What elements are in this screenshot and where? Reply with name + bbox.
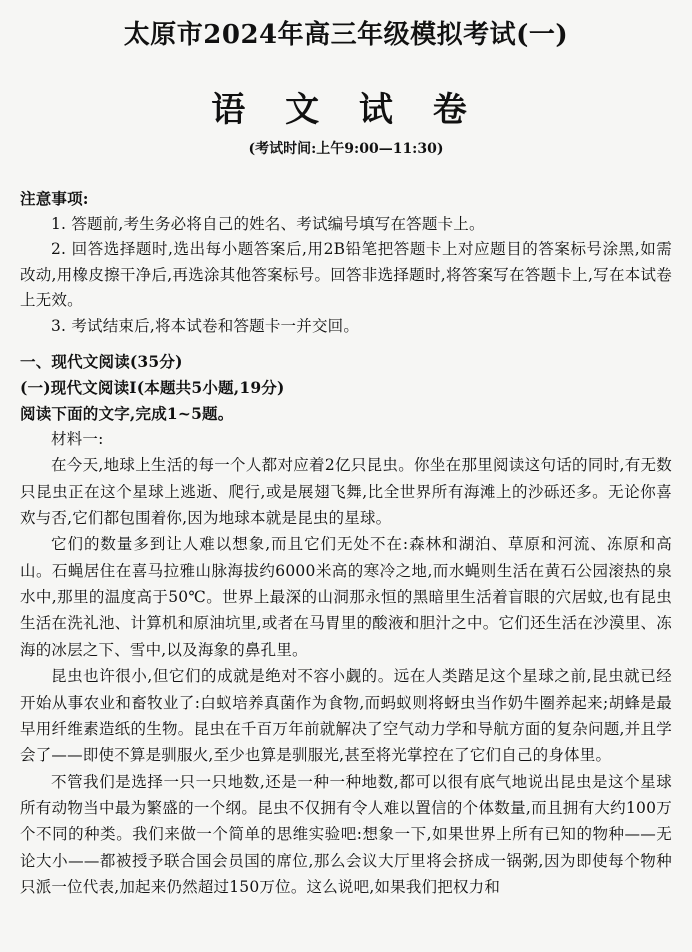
exam-title: 太原市2024年高三年级模拟考试(一) — [123, 20, 569, 50]
material-paragraph-4: 不管我们是选择一只一只地数,还是一种一种地数,都可以很有底气地说出昆虫是这个星球所有动物当中最为繁盛的一个纲。昆虫不仅拥有令人难以置信的个体数量,而且拥有大约100万个不同的种类。我们来做一个简单的思维实验吧:想象一下,如果世界上所有已知的物种——无论大小——都被授予联合国会员国的席位,那么会议大厅里将会挤成一锅粥,因为即使每个物种只派一位代表,加起来仍然超过150万位。这么说吧,如果我们把权力和 — [20, 772, 672, 896]
material-paragraph-2: 它们的数量多到让人难以想象,而且它们无处不在:森林和湖泊、草原和河流、冻原和高山。石蝇居住在喜马拉雅山脉海拔约6000米高的寒冷之地,而水蝇则生活在黄石公园滚热的泉水中,那里的温度高于50℃。世界上最深的山洞那永恒的黑暗里生活着盲眼的穴居蚊,也有昆虫生活在洗礼池、计算机和原油坑里,或者在马胃里的酸液和胆汁之中。它们还生活在沙漠里、冻海的冰层之下、雪中,以及海象的鼻孔里。 — [20, 535, 672, 659]
section-subtitle: (一)现代文阅读Ⅰ(本题共5小题,19分) — [20, 377, 285, 397]
exam-body — [20, 186, 672, 900]
material-paragraph-3: 昆虫也许很小,但它们的成就是绝对不容小觑的。远在人类踏足这个星球之前,昆虫就已经开始从事农业和畜牧业了:白蚁培养真菌作为食物,而蚂蚁则将蚜虫当作奶牛圈养起来;胡蜂是最早用纤维素造纸的生物。昆虫在千百万年前就解决了空气动力学和导航方面的复杂问题,并且学会了——即使不算是驯服火,至少也算是驯服光,甚至将光掌控在了它们自己的身体里。 — [20, 667, 672, 765]
notice-item-3: 3. 考试结束后,将本试卷和答题卡一并交回。 — [51, 316, 360, 335]
notice-item-2: 2. 回答选择题时,选出每小题答案后,用2B铅笔把答题卡上对应题目的答案标号涂黑,如需改动,用橡皮擦干净后,再选涂其他答案标号。回答非选择题时,将答案写在答题卡上,写在本试卷上无效。 — [20, 240, 672, 310]
notice-heading: 注意事项: — [20, 189, 89, 208]
material-paragraph-1: 在今天,地球上生活的每一个人都对应着2亿只昆虫。你坐在那里阅读这句话的同时,有无数只昆虫正在这个星球上逃逝、爬行,或是展翅飞舞,比全世界所有海滩上的沙砾还多。无论你喜欢与否,它们都包围着你,因为地球本就是昆虫的星球。 — [20, 456, 672, 528]
notice-item-1: 1. 答题前,考生务必将自己的姓名、考试编号填写在答题卡上。 — [51, 214, 485, 233]
material-label: 材料一: — [51, 430, 104, 449]
section-instruction: 阅读下面的文字,完成1~5题。 — [20, 403, 234, 423]
section-title: 一、现代文阅读(35分) — [20, 352, 183, 372]
exam-time: (考试时间:上午9:00—11:30) — [248, 141, 444, 157]
spacer — [20, 339, 672, 349]
paper-title: 语 文 试 卷 — [211, 90, 481, 130]
